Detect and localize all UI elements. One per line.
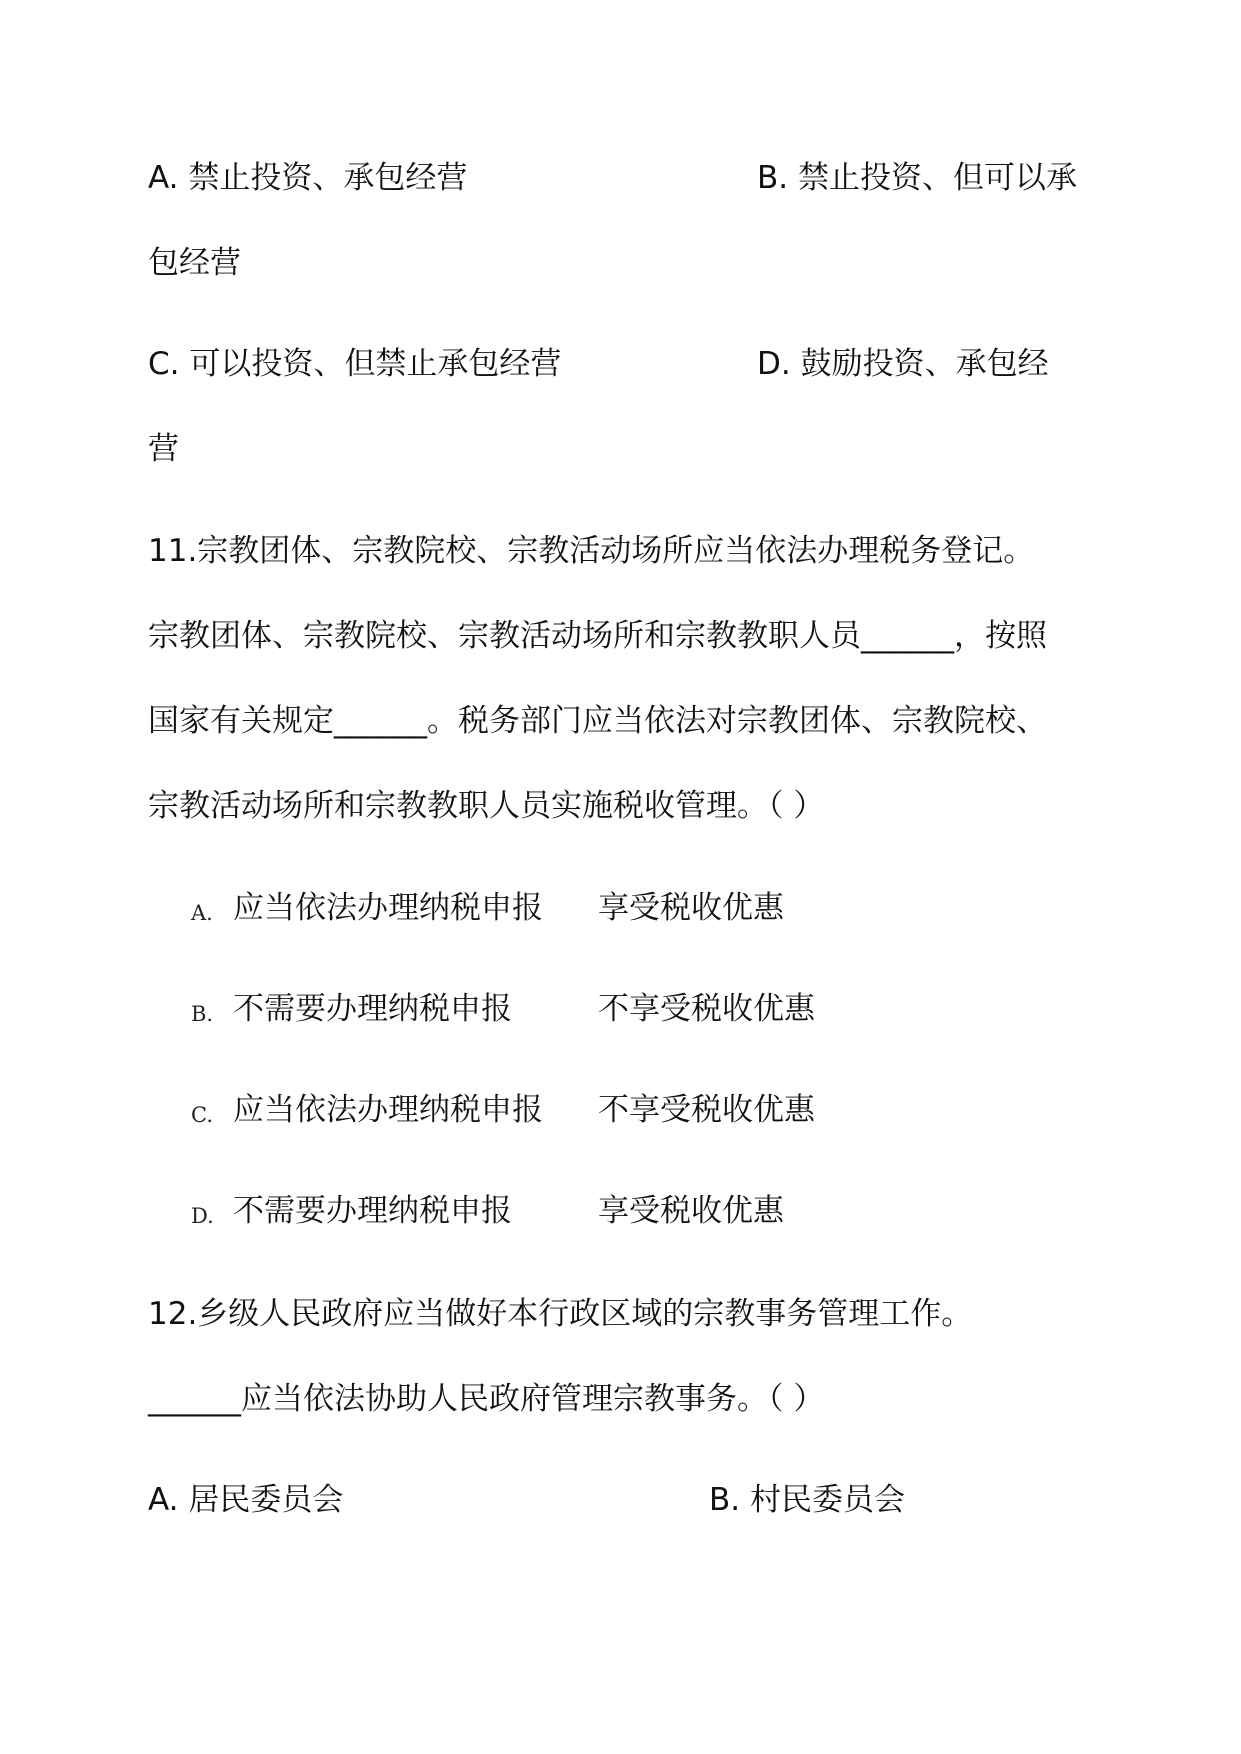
q11-option-d-part1: 不需要办理纳税申报 — [233, 1193, 512, 1229]
q11-option-a-part1: 应当依法办理纳税申报 — [233, 890, 543, 926]
q11-stem-line-4: 宗教活动场所和宗教教职人员实施税收管理。（ ） — [148, 788, 825, 824]
q11-option-c-part1: 应当依法办理纳税申报 — [233, 1092, 543, 1128]
q11-option-d-part2: 享受税收优惠 — [598, 1193, 784, 1229]
q11-option-c-part2: 不享受税收优惠 — [598, 1092, 815, 1128]
q10-option-d: D. 鼓励投资、承包经 — [757, 346, 1049, 382]
q10-option-b-continuation: 包经营 — [148, 245, 241, 281]
q11-stem-line-3: 国家有关规定______。税务部门应当依法对宗教团体、宗教院校、 — [148, 703, 1047, 739]
q11-option-b-letter: B. — [191, 1002, 214, 1026]
q11-option-c-letter: C. — [191, 1103, 213, 1127]
q10-option-c: C. 可以投资、但禁止承包经营 — [148, 346, 562, 382]
q11-option-d-letter: D. — [191, 1204, 214, 1228]
q12-option-a: A. 居民委员会 — [148, 1482, 344, 1518]
q11-option-a-part2: 享受税收优惠 — [598, 890, 784, 926]
q11-option-b-part1: 不需要办理纳税申报 — [233, 991, 512, 1027]
q12-stem-line-2: ______应当依法协助人民政府管理宗教事务。（ ） — [148, 1381, 825, 1417]
q11-stem-line-1: 11.宗教团体、宗教院校、宗教活动场所应当依法办理税务登记。 — [148, 533, 1035, 569]
q10-option-d-continuation: 营 — [148, 431, 179, 467]
q11-option-b-part2: 不享受税收优惠 — [598, 991, 815, 1027]
q11-option-a-letter: A. — [191, 901, 213, 925]
q10-option-b: B. 禁止投资、但可以承 — [757, 160, 1077, 196]
q12-stem-line-1: 12.乡级人民政府应当做好本行政区域的宗教事务管理工作。 — [148, 1296, 973, 1332]
q10-option-a: A. 禁止投资、承包经营 — [148, 160, 468, 196]
q11-stem-line-2: 宗教团体、宗教院校、宗教活动场所和宗教教职人员______，按照 — [148, 618, 1047, 654]
q12-option-b: B. 村民委员会 — [709, 1482, 905, 1518]
